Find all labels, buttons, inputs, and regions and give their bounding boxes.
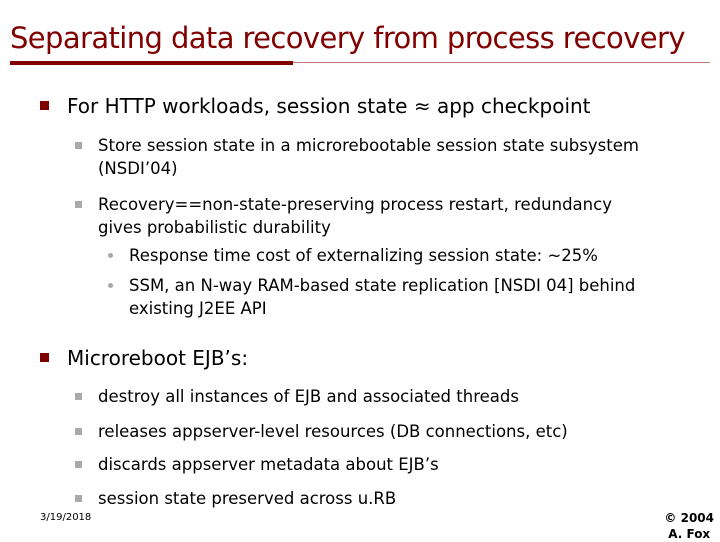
copyright bbox=[664, 510, 714, 542]
square-bullet-icon bbox=[40, 101, 49, 110]
square-bullet-icon bbox=[75, 495, 82, 502]
square-bullet-icon bbox=[75, 461, 82, 468]
copyright-year: © 2004 bbox=[664, 511, 714, 525]
subbullet-text: session state preserved across u.RB bbox=[98, 489, 397, 508]
subbullet-text: releases appserver-level resources (DB connections, etc) bbox=[98, 422, 568, 441]
square-bullet-icon bbox=[75, 142, 82, 149]
square-bullet-icon bbox=[75, 201, 82, 208]
subbullet-text: (NSDI’04) bbox=[98, 159, 178, 178]
title-underline bbox=[10, 61, 710, 64]
bullet-text: For HTTP workloads, session state ≈ app checkpoint bbox=[67, 94, 591, 118]
subbullet-text: discards appserver metadata about EJB’s bbox=[98, 455, 439, 474]
square-bullet-icon bbox=[75, 393, 82, 400]
bullet-text: Microreboot EJB’s: bbox=[67, 346, 249, 370]
slide-title: Separating data recovery from process recovery bbox=[10, 21, 685, 55]
subsubbullet-text: Response time cost of externalizing session state: ~25% bbox=[129, 246, 598, 265]
square-bullet-icon bbox=[75, 428, 82, 435]
subbullet-text: Recovery==non-state-preserving process restart, redundancy bbox=[98, 195, 612, 214]
subbullet-text: destroy all instances of EJB and associated threads bbox=[98, 387, 519, 406]
copyright-author: A. Fox bbox=[668, 527, 711, 541]
square-bullet-icon bbox=[40, 353, 49, 362]
subbullet-text: gives probabilistic durability bbox=[98, 218, 331, 237]
subsubbullet-text: SSM, an N-way RAM-based state replication [NSDI 04] behind bbox=[129, 276, 636, 295]
slide-date: 3/19/2018 bbox=[40, 512, 92, 523]
dot-bullet-icon bbox=[108, 253, 113, 258]
title-underline-dark bbox=[10, 61, 293, 65]
dot-bullet-icon bbox=[108, 283, 113, 288]
subsubbullet-text: existing J2EE API bbox=[129, 299, 267, 318]
title-underline-light bbox=[293, 62, 710, 63]
subbullet-text: Store session state in a microrebootable session state subsystem bbox=[98, 136, 639, 155]
